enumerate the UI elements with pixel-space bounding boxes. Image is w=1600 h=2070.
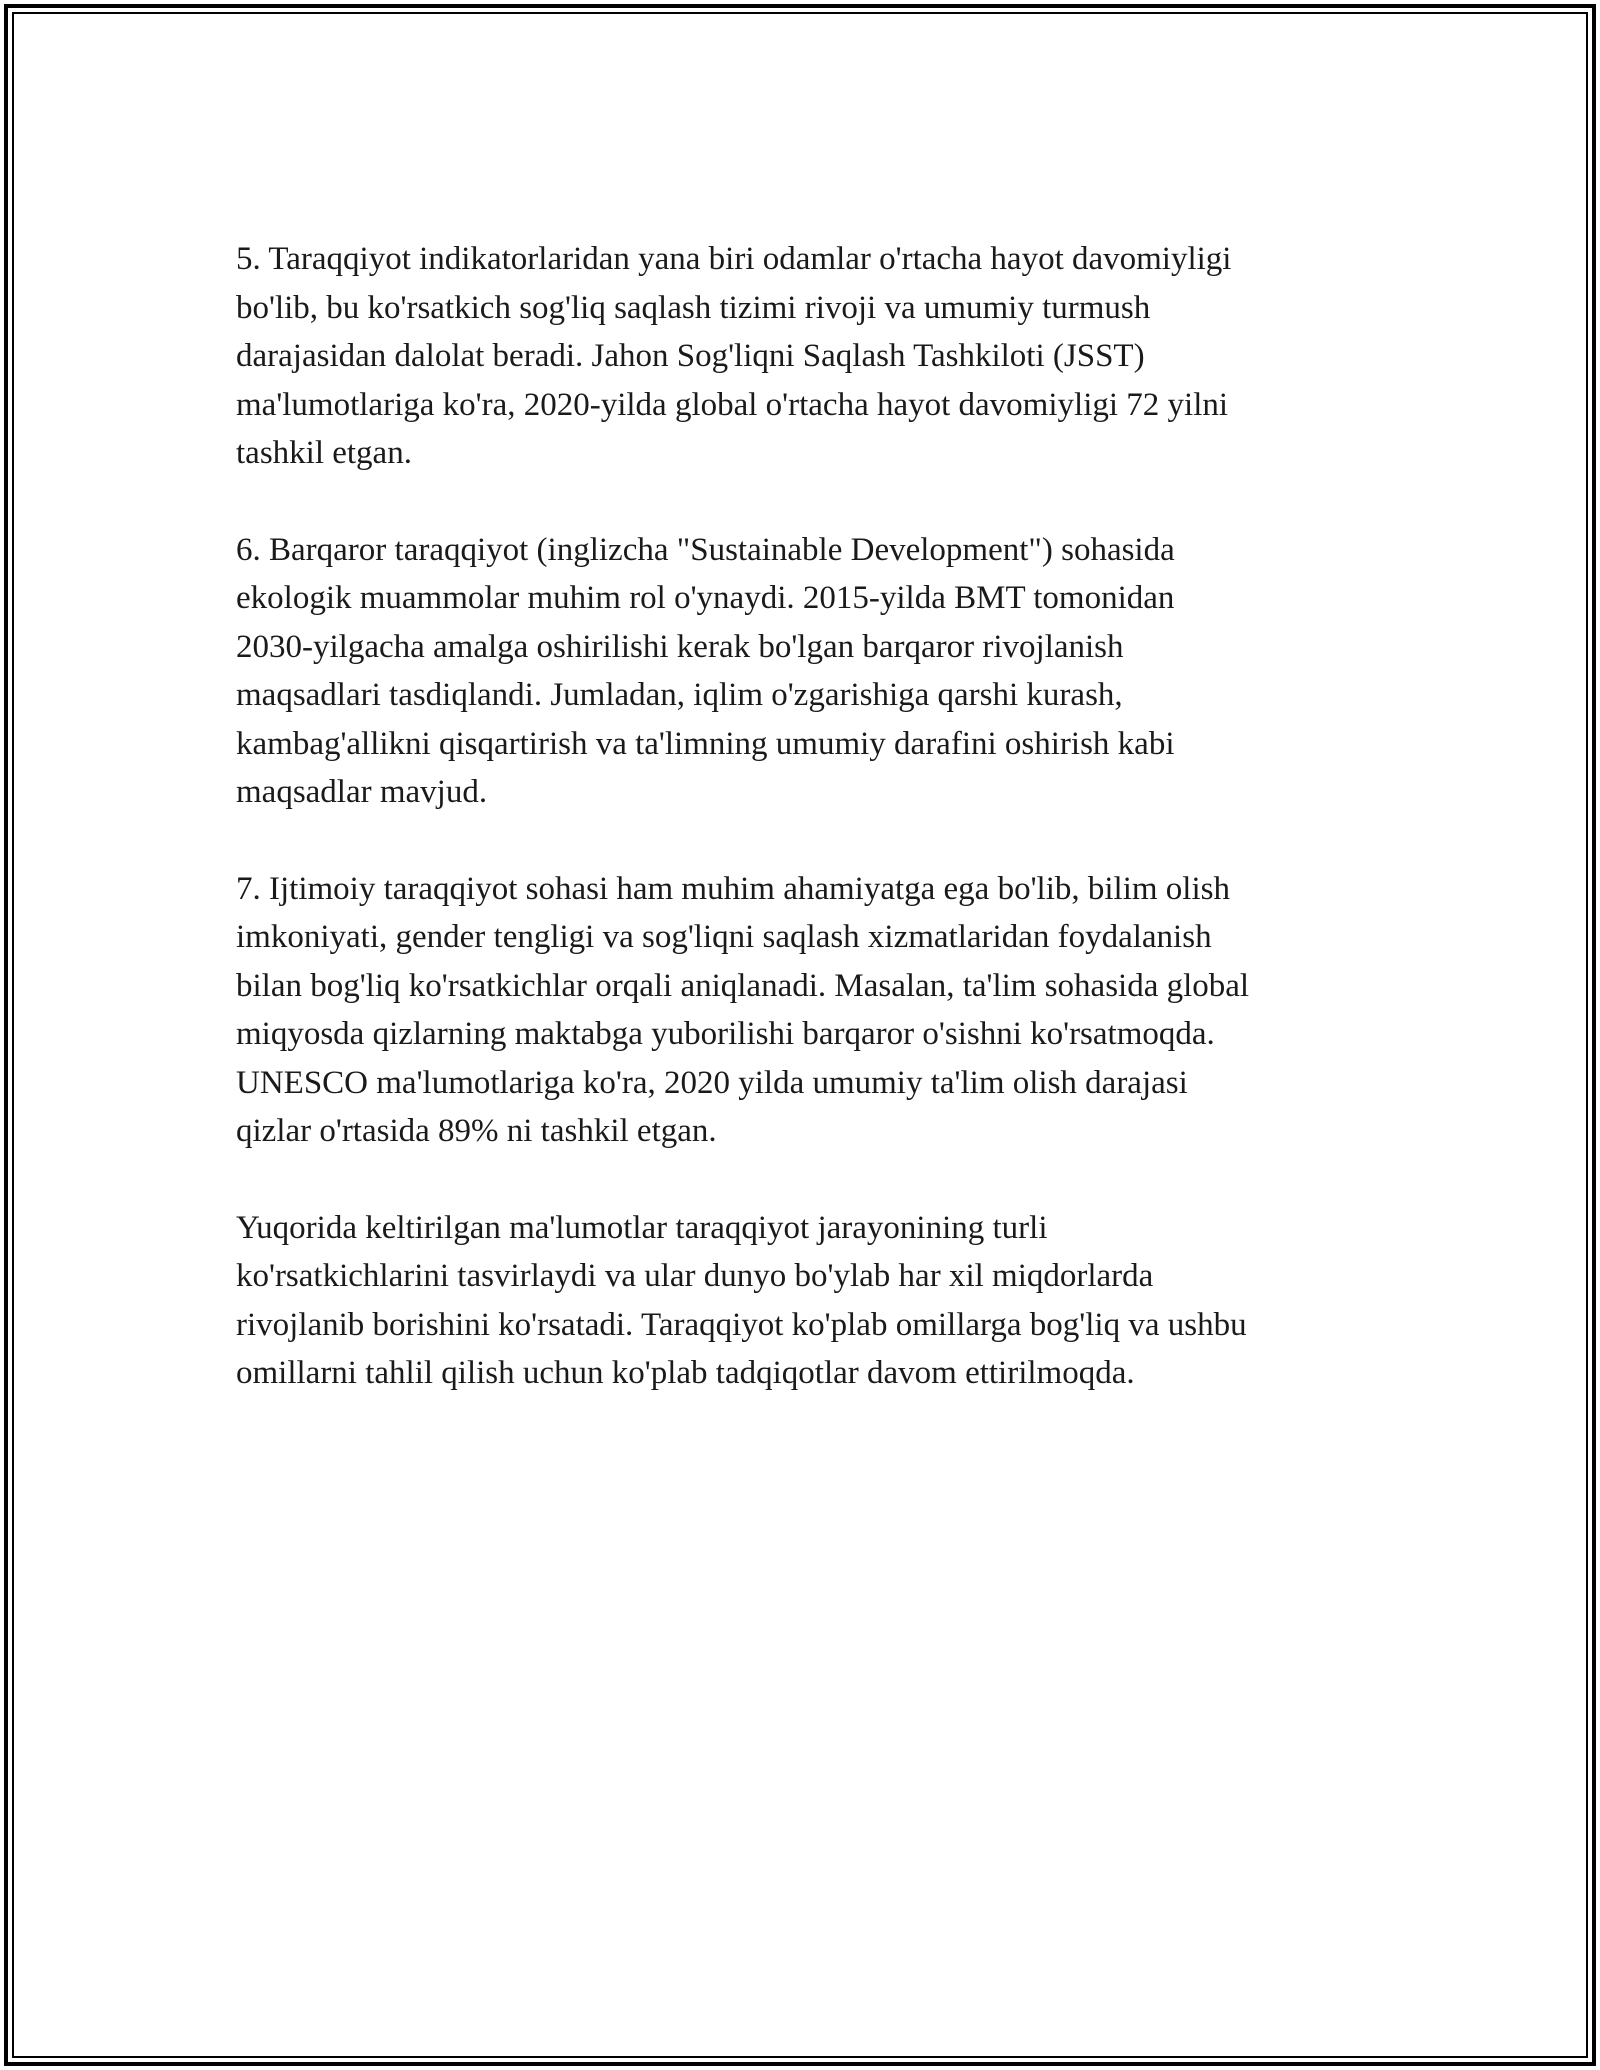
paragraph-5-life-expectancy: 5. Taraqqiyot indikatorlaridan yana biri odamlar o'rtacha hayot davomiyligi bo'lib, bu ko'rsatkich sog'liq saqlash tizimi rivoji va umumiy turmush darajasidan dalolat beradi. Jahon Sog'liqni Saqlash Tashkiloti (JSST) ma'lumotlariga ko'ra, 2020-yilda global o'rtacha hayot davomiyligi 72 yilni tashkil etgan. — [236, 241, 1232, 471]
document-body — [236, 235, 1366, 1446]
paragraph-7-social-development: 7. Ijtimoiy taraqqiyot sohasi ham muhim ahamiyatga ega bo'lib, bilim olish imkoniyati, gender tengligi va sog'liqni saqlash xizmatlaridan foydalanish bilan bog'liq ko'rsatkichlar orqali aniqlanadi. Masalan, ta'lim sohasida global miqyosda qizlarning maktabga yuborilishi barqaror o'sishni ko'rsatmoqda. UNESCO ma'lumotlariga ko'ra, 2020 yilda umumiy ta'lim olish darajasi qizlar o'rtasida 89% ni tashkil etgan. — [236, 870, 1250, 1149]
paragraph-conclusion: Yuqorida keltirilgan ma'lumotlar taraqqiyot jarayonining turli ko'rsatkichlarini tasvirlaydi va ular dunyo bo'ylab har xil miqdorlarda rivojlanib borishini ko'rsatadi. Taraqqiyot ko'plab omillarga bog'liq va ushbu omillarni tahlil qilish uchun ko'plab tadqiqotlar davom ettirilmoqda. — [236, 1209, 1247, 1391]
paragraph-6-sustainable-development: 6. Barqaror taraqqiyot (inglizcha "Sustainable Development") sohasida ekologik muammolar muhim rol o'ynaydi. 2015-yilda BMT tomonidan 2030-yilgacha amalga oshirilishi kerak bo'lgan barqaror rivojlanish maqsadlari tasdiqlandi. Jumladan, iqlim o'zgarishiga qarshi kurash, kambag'allikni qisqartirish va ta'limning umumiy darafini oshirish kabi maqsadlar mavjud. — [236, 531, 1175, 810]
